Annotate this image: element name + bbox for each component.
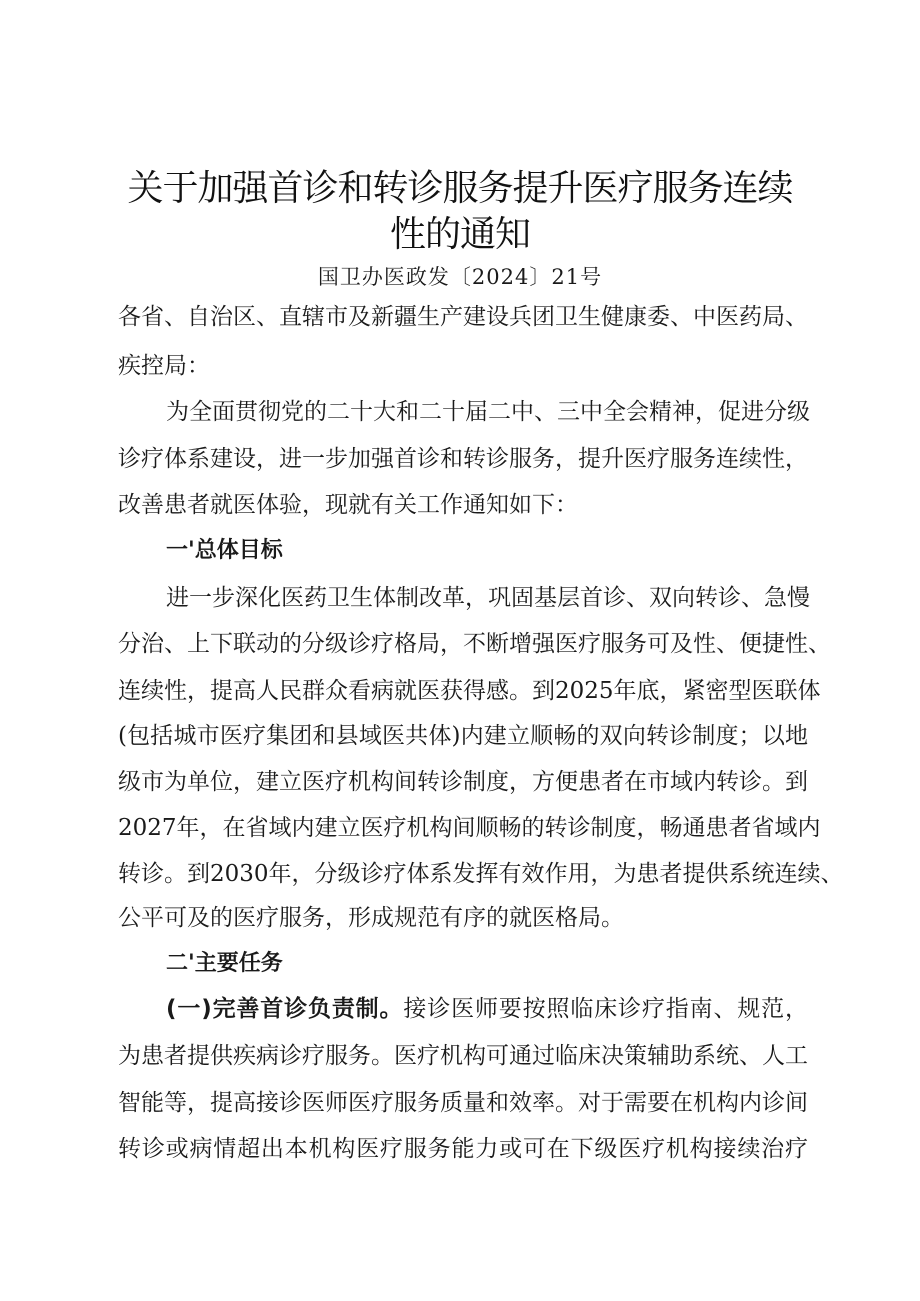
section1-line: 进一步深化医药卫生体制改革，巩固基层首诊、双向转诊、急慢 (166, 585, 810, 611)
section1-line: 2027年，在省域内建立医疗机构间顺畅的转诊制度，畅通患者省域内 (118, 815, 821, 841)
subsection1-line: 智能等，提高接诊医师医疗服务质量和效率。对于需要在机构内诊间 (118, 1090, 808, 1116)
section1-line: (包括城市医疗集团和县域医共体)内建立顺畅的双向转诊制度；以地 (118, 723, 808, 749)
subsection1-lead: (一)完善首诊负责制。 (166, 996, 404, 1022)
intro-line: 为全面贯彻党的二十大和二十届二中、三中全会精神，促进分级 (166, 399, 810, 425)
subsection1-first-line (166, 993, 808, 1025)
addressee-line: 各省、自治区、直辖市及新疆生产建设兵团卫生健康委、中医药局、 (118, 304, 808, 330)
section1-line: 公平可及的医疗服务，形成规范有序的就医格局。 (118, 905, 624, 931)
section1-line: 连续性，提高人民群众看病就医获得感。到2025年底，紧密型医联体 (118, 678, 821, 704)
section1-line: 分治、上下联动的分级诊疗格局，不断增强医疗服务可及性、便捷性、 (118, 631, 831, 657)
subsection1-line: 为患者提供疾病诊疗服务。医疗机构可通过临床决策辅助系统、人工 (118, 1043, 808, 1069)
section-heading-overall-goal: 一'总体目标 (166, 538, 283, 563)
intro-line: 改善患者就医体验，现就有关工作通知如下： (118, 492, 578, 518)
intro-line: 诊疗体系建设，进一步加强首诊和转诊服务，提升医疗服务连续性， (118, 446, 808, 472)
document-number: 国卫办医政发〔2024〕21号 (317, 265, 603, 289)
subsection1-line: 转诊或病情超出本机构医疗服务能力或可在下级医疗机构接续治疗 (118, 1136, 808, 1162)
section1-line: 级市为单位，建立医疗机构间转诊制度，方便患者在市域内转诊。到 (118, 769, 808, 795)
section1-line: 转诊。到2030年，分级诊疗体系发挥有效作用，为患者提供系统连续、 (118, 861, 844, 887)
subsection1-first-rest: 接诊医师要按照临床诊疗指南、规范， (403, 996, 809, 1022)
document-title-line-2: 性的通知 (389, 214, 530, 255)
document-title-line-1: 关于加强首诊和转诊服务提升医疗服务连续 (127, 168, 793, 209)
section-heading-main-tasks: 二'主要任务 (166, 951, 283, 976)
addressee-line: 疾控局： (118, 353, 210, 379)
